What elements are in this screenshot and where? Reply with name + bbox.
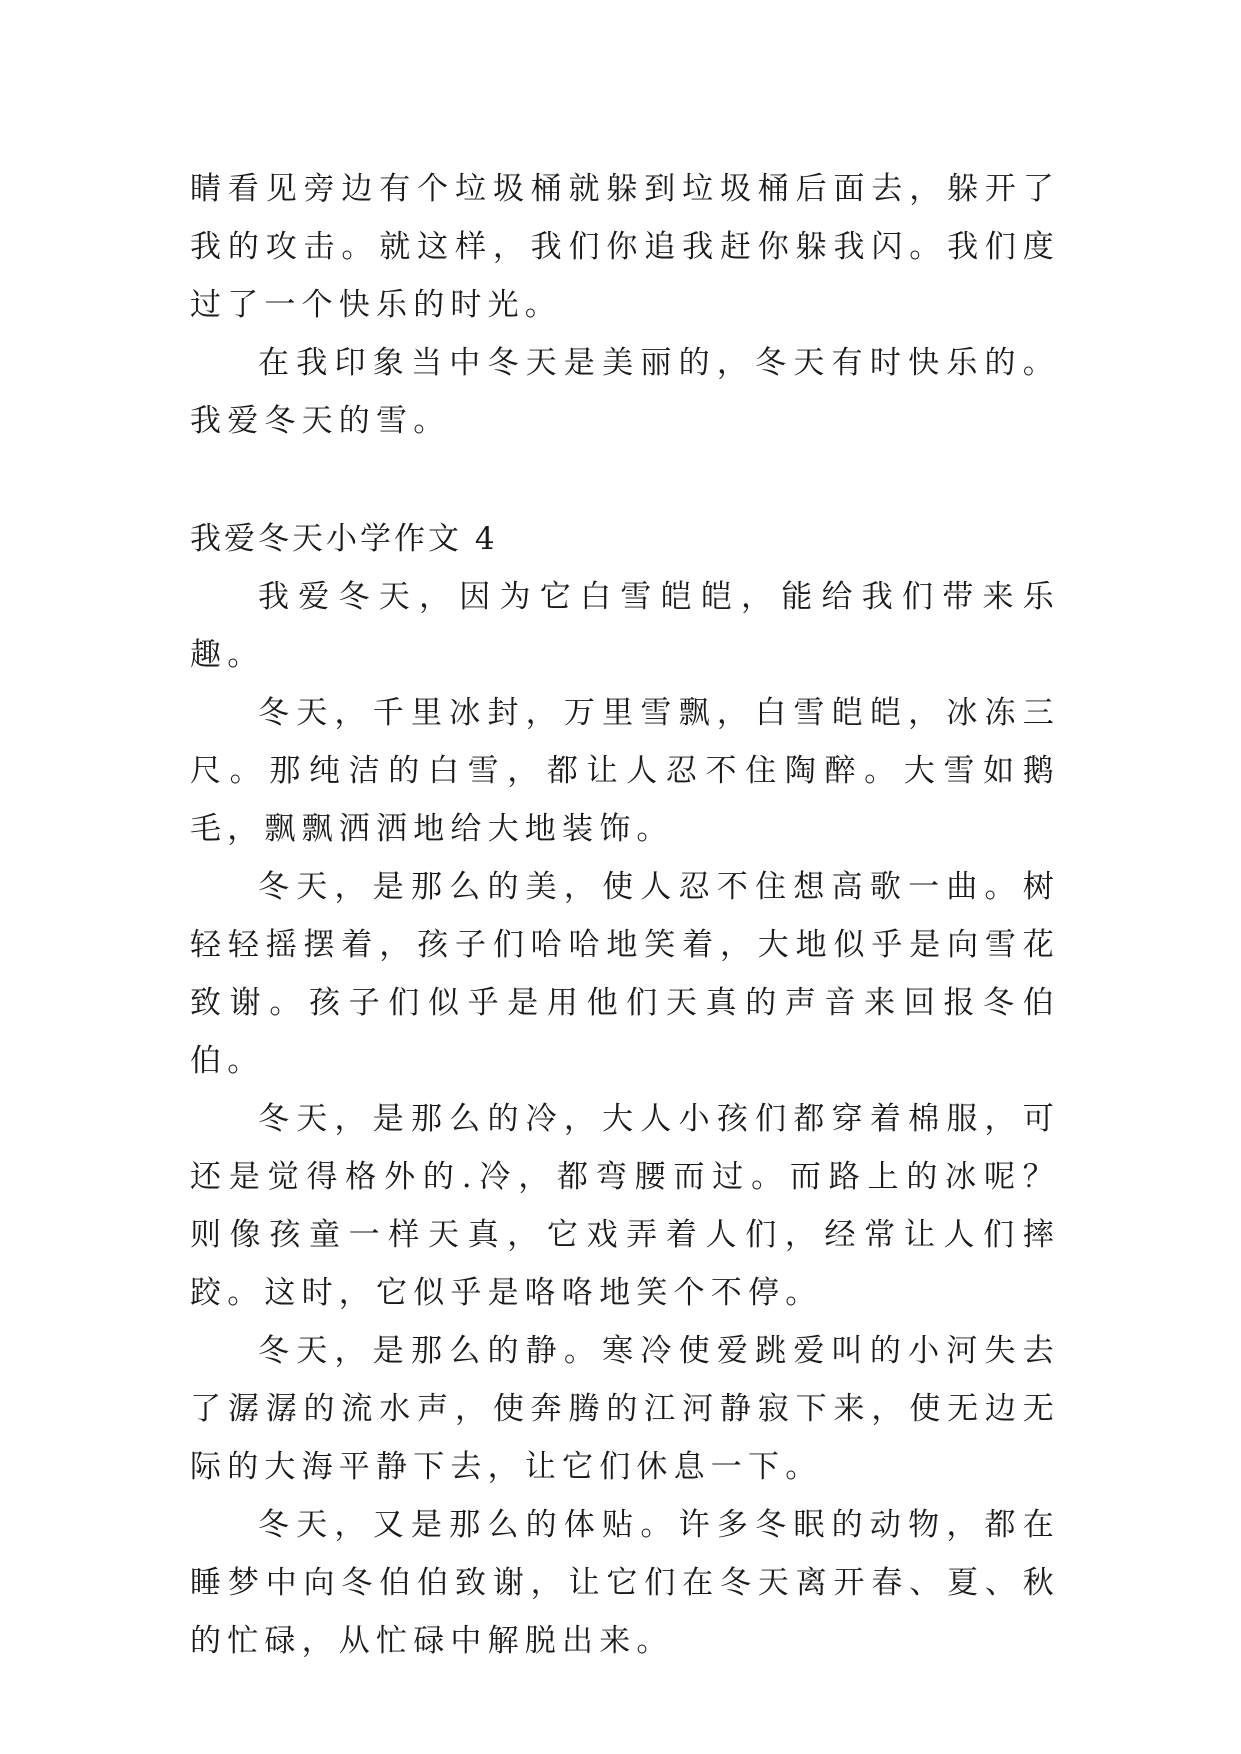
paragraph-continuation: 睛看见旁边有个垃圾桶就躲到垃圾桶后面去，躲开了我的攻击。就这样，我们你追我赶你躲我闪。我们度过了一个快乐的时光。 (190, 171, 1060, 323)
essay-paragraph-1: 我爱冬天，因为它白雪皑皑，能给我们带来乐趣。 (190, 579, 1060, 673)
paragraph-closing: 在我印象当中冬天是美丽的，冬天有时快乐的。我爱冬天的雪。 (190, 345, 1060, 439)
essay-paragraph-3: 冬天，是那么的美，使人忍不住想高歌一曲。树轻轻摇摆着，孩子们哈哈地笑着，大地似乎是向雪花致谢。孩子们似乎是用他们天真的声音来回报冬伯伯。 (190, 869, 1060, 1079)
document-page (190, 160, 1060, 1670)
essay-paragraph-6: 冬天，又是那么的体贴。许多冬眠的动物，都在睡梦中向冬伯伯致谢，让它们在冬天离开春、夏、秋的忙碌，从忙碌中解脱出来。 (190, 1507, 1060, 1659)
essay-paragraph-2: 冬天，千里冰封，万里雪飘，白雪皑皑，冰冻三尺。那纯洁的白雪，都让人忍不住陶醉。大雪如鹅毛，飘飘洒洒地给大地装饰。 (190, 695, 1060, 847)
essay-paragraph-5: 冬天，是那么的静。寒冷使爱跳爱叫的小河失去了潺潺的流水声，使奔腾的江河静寂下来，使无边无际的大海平静下去，让它们休息一下。 (190, 1333, 1060, 1485)
essay-paragraph-4: 冬天，是那么的冷，大人小孩们都穿着棉服，可还是觉得格外的.冷，都弯腰而过。而路上的冰呢？则像孩童一样天真，它戏弄着人们，经常让人们摔跤。这时，它似乎是咯咯地笑个不停。 (190, 1101, 1060, 1311)
essay-title: 我爱冬天小学作文 4 (190, 521, 498, 557)
